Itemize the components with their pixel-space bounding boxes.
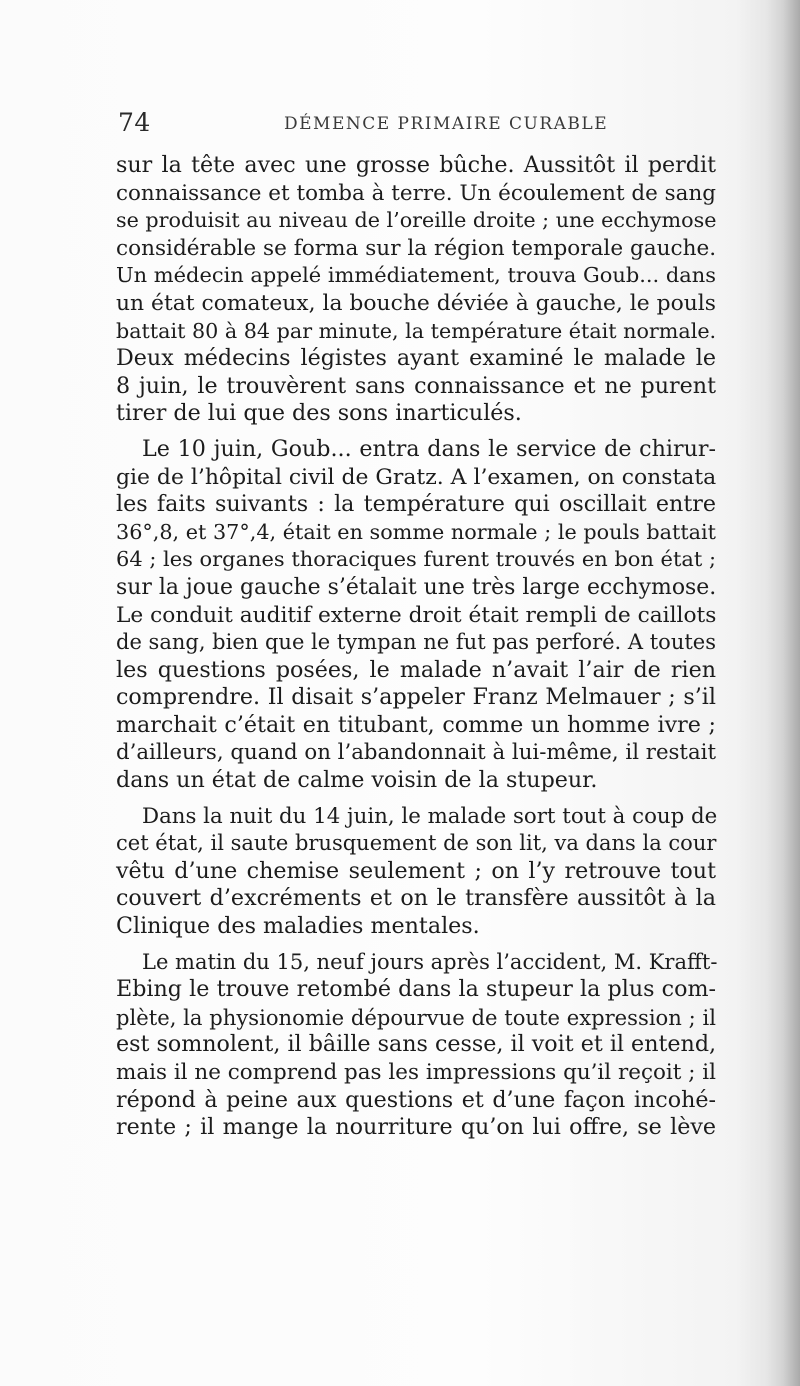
text-line: dans un état de calme voisin de la stupeur. [116, 767, 598, 794]
page-number: 74 [118, 108, 151, 137]
text-line: 36°,8, et 37°,4, était en somme normale ; le pouls battait [116, 519, 716, 544]
text-line: Un médecin appelé immédiatement, trouva Goub... dans [116, 263, 716, 288]
text-line: Dans la nuit du 14 juin, le malade sort tout à coup de [142, 803, 718, 829]
paragraph [116, 803, 716, 941]
text-line: plète, la physionomie dépourvue de toute expression ; il [116, 1004, 716, 1030]
text-line: couvert d’excréments et on le transfère aussitôt à la [116, 885, 716, 912]
running-head: DÉMENCE PRIMAIRE CURABLE [284, 114, 609, 134]
text-line: marchait c’était en titubant, comme un homme ivre ; [116, 711, 716, 738]
text-line: les questions posées, le malade n’avait l’air de rien [116, 656, 716, 683]
body-text [116, 152, 716, 1142]
text-line: mais il ne comprend pas les impressions qu’il reçoit ; il [116, 1060, 716, 1085]
text-line: tirer de lui que des sons inarticulés. [116, 400, 522, 427]
text-line: connaissance et tomba à terre. Un écoulement de sang [116, 180, 716, 206]
text-line: se produisit au niveau de l’oreille droite ; une ecchymose [116, 208, 717, 233]
text-line: un état comateux, la bouche déviée à gauche, le pouls [116, 290, 716, 316]
text-line: gie de l’hôpital civil de Gratz. A l’examen, on constata [116, 464, 717, 490]
text-line: Ebing le trouve retombé dans la stupeur la plus com- [116, 976, 716, 1003]
text-line: Le 10 juin, Goub... entra dans le service de chirur- [142, 435, 716, 462]
text-line: battait 80 à 84 par minute, la température était normale. [116, 318, 717, 343]
text-line: 64 ; les organes thoraciques furent trouvés en bon état ; [116, 547, 716, 572]
text-line: d’ailleurs, quand on l’abandonnait à lui-même, il restait [116, 740, 717, 766]
text-line: Le matin du 15, neuf jours après l’accident, M. Krafft- [142, 949, 718, 974]
text-line: de sang, bien que le tympan ne fut pas perforé. A toutes [116, 630, 716, 655]
page-edge-shadow [766, 0, 800, 1386]
text-line: vêtu d’une chemise seulement ; on l’y retrouve tout [116, 857, 716, 884]
text-line: les faits suivants : la température qui oscillait entre [116, 491, 716, 518]
text-line: Clinique des maladies mentales. [116, 913, 480, 940]
text-line: comprendre. Il disait s’appeler Franz Melmauer ; s’il [116, 684, 716, 711]
paragraph [116, 436, 716, 795]
text-line: sur la tête avec une grosse bûche. Aussitôt il perdit [116, 152, 716, 178]
text-line: considérable se forma sur la région temporale gauche. [116, 235, 717, 261]
text-line: cet état, il saute brusquement de son lit, va dans la cour [116, 831, 717, 856]
text-line: répond à peine aux questions et d’une façon incohé- [116, 1086, 716, 1113]
text-line: Le conduit auditif externe droit était rempli de caillots [116, 602, 717, 628]
paragraph [116, 949, 716, 1142]
text-line: rente ; il mange la nourriture qu’on lui offre, se lève [116, 1114, 716, 1141]
page-header [118, 108, 718, 148]
text-line: Deux médecins légistes ayant examiné le malade le [116, 345, 716, 372]
text-line: est somnolent, il bâille sans cesse, il voit et il entend, [116, 1031, 717, 1058]
text-line: sur la joue gauche s’étalait une très large ecchymose. [116, 574, 717, 600]
paragraph [116, 152, 716, 428]
text-line: 8 juin, le trouvèrent sans connaissance et ne purent [116, 372, 716, 399]
